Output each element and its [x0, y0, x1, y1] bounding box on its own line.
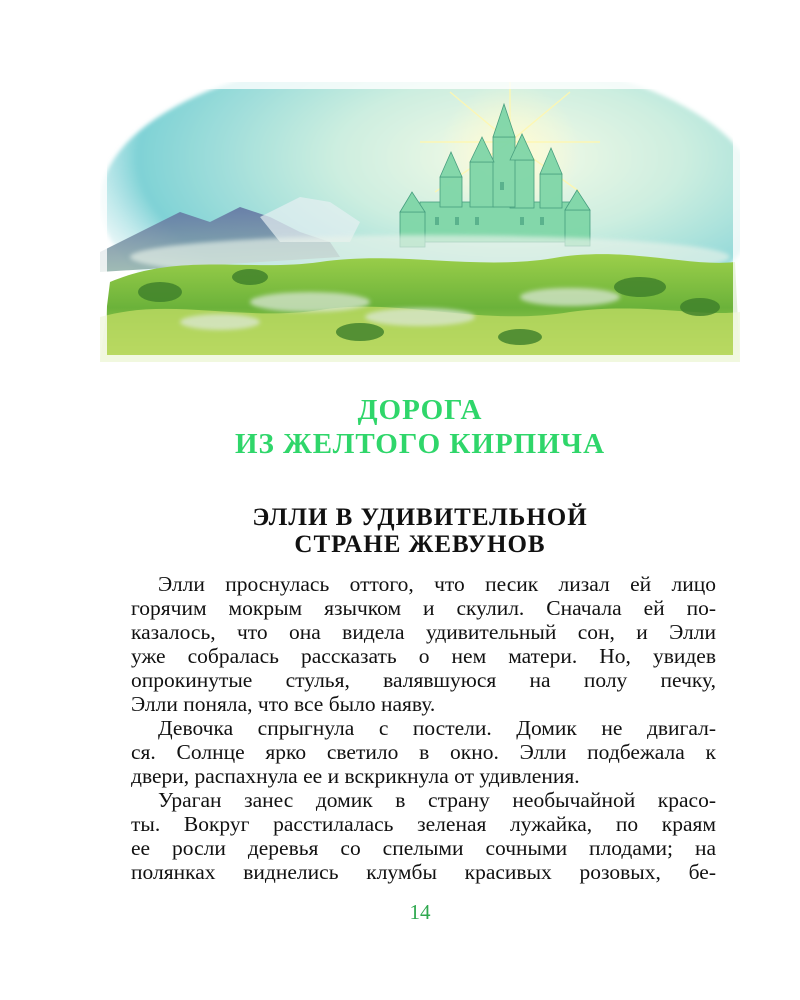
page-number: 14: [409, 900, 431, 924]
body-line: опрокинутые стулья, валявшуюся на полу печку,: [131, 668, 716, 692]
section-title-line-1: ЭЛЛИ В УДИВИТЕЛЬНОЙ: [252, 504, 588, 531]
body-line: двери, распахнула ее и вскрикнула от удивления.: [131, 764, 580, 788]
body-line: Ураган занес домик в страну необычайной красо-: [158, 788, 716, 812]
body-line: Девочка спрыгнула с постели. Домик не двигал-: [158, 716, 716, 740]
body-line: ся. Солнце ярко светило в окно. Элли подбежала к: [131, 740, 716, 764]
body-line: уже собралась рассказать о нем матери. Но, увидев: [131, 644, 716, 668]
body-line: горячим мокрым язычком и скулил. Сначала ей по-: [131, 596, 716, 620]
chapter-title-line-2: ИЗ ЖЕЛТОГО КИРПИЧА: [234, 428, 606, 460]
body-line: Элли поняла, что все было наяву.: [131, 692, 436, 716]
emerald-city-illustration: [100, 82, 740, 362]
body-line: Элли проснулась оттого, что песик лизал ей лицо: [158, 572, 716, 596]
section-title-line-2: СТРАНЕ ЖЕВУНОВ: [294, 531, 546, 558]
body-line: полянках виднелись клумбы красивых розовых, бе-: [131, 860, 716, 884]
body-line: ты. Вокруг расстилалась зеленая лужайка, по краям: [131, 812, 716, 836]
body-line: ее росли деревья со спелыми сочными плодами; на: [131, 836, 716, 860]
body-line: казалось, что она видела удивительный сон, и Элли: [131, 620, 716, 644]
chapter-title-line-1: ДОРОГА: [357, 394, 483, 426]
